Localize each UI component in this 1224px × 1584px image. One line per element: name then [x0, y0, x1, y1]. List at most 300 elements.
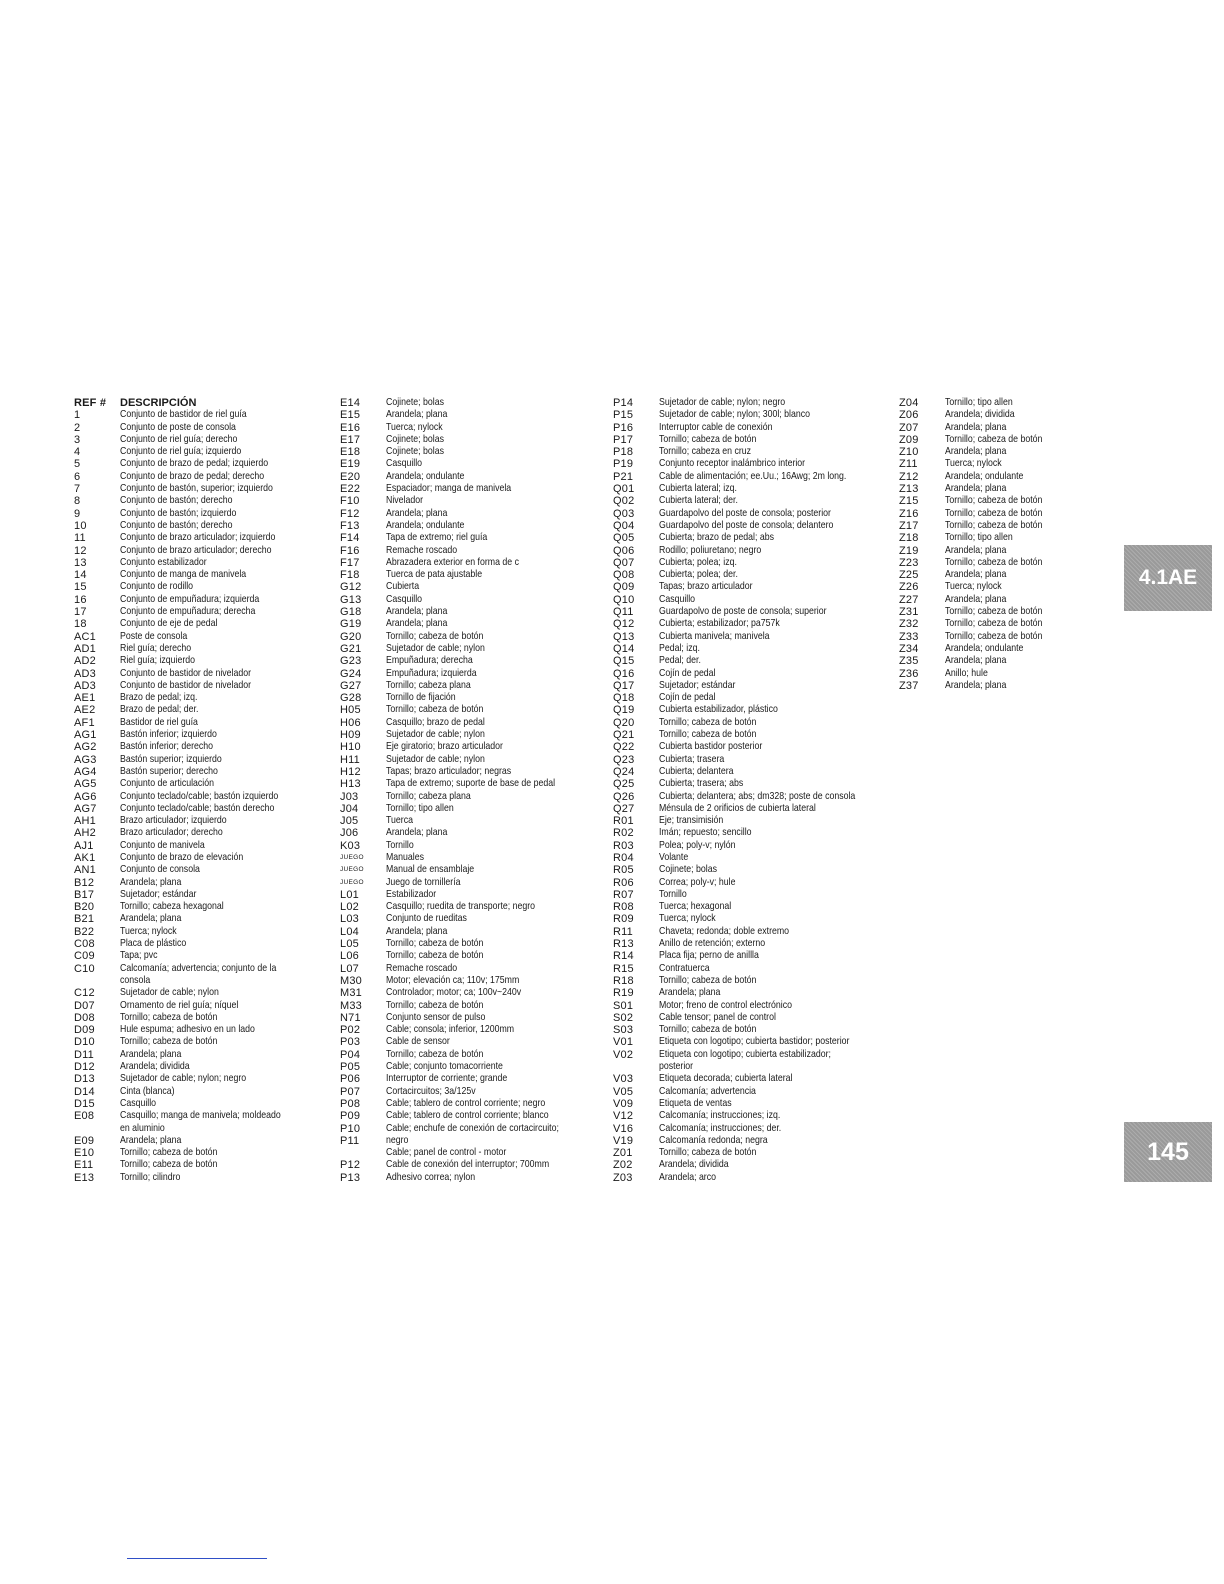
part-ref: AG3	[74, 753, 97, 766]
part-description: Tapa; pvc	[120, 950, 158, 962]
part-description: Motor; elevación ca; 110v; 175mm	[386, 974, 520, 986]
part-ref: Q02	[613, 495, 635, 508]
part-description: Bastón superior; derecho	[120, 765, 218, 777]
part-description: Tuerca; nylock	[120, 925, 177, 937]
part-description: Conjunto de poste de consola	[120, 421, 236, 433]
part-ref: R03	[613, 839, 634, 852]
part-description: Arandela; ondulante	[386, 519, 465, 531]
part-description: Arandela; plana	[659, 987, 721, 999]
part-description: Casquillo; brazo de pedal	[386, 716, 485, 728]
part-description: Tuerca; nylock	[386, 421, 443, 433]
part-description: Eje giratorio; brazo articulador	[386, 741, 503, 753]
part-description: Tapa de extremo; suporte de base de pedal	[386, 778, 556, 790]
part-description: Sujetador; estándar	[120, 888, 197, 900]
part-description: Cojinete; bolas	[659, 864, 717, 876]
part-ref: 7	[74, 483, 81, 496]
part-ref: Z27	[899, 593, 919, 606]
part-ref: Z26	[899, 581, 919, 594]
part-ref: G20	[340, 630, 362, 643]
part-description: Arandela; ondulante	[386, 470, 465, 482]
page-number: 145	[1124, 1122, 1212, 1182]
part-description: Tornillo; cabeza de botón	[386, 999, 484, 1011]
part-description: Cable; tablero de control corriente; negro	[386, 1097, 546, 1109]
part-description: Tornillo; cabeza de botón	[945, 495, 1043, 507]
part-description: Eje; transimisión	[659, 815, 724, 827]
part-description: Cubierta	[386, 581, 420, 593]
part-description: Cable; conjunto tomacorriente	[386, 1061, 503, 1073]
part-description: Cable; consola; inferior, 1200mm	[386, 1024, 515, 1036]
part-ref: Q20	[613, 716, 635, 729]
part-description: Adhesivo correa; nylon	[386, 1171, 476, 1183]
part-description: Cable tensor; panel de control	[659, 1011, 776, 1023]
part-ref: P18	[613, 446, 634, 459]
part-ref: G18	[340, 606, 362, 619]
part-ref: G12	[340, 581, 362, 594]
part-ref: L04	[340, 925, 359, 938]
part-description: Sujetador de cable; nylon	[386, 642, 485, 654]
part-description: Conjunto de manivela	[120, 839, 205, 851]
part-description: Tornillo; cabeza de botón	[120, 1159, 218, 1171]
part-description: Conjunto de bastidor de nivelador	[120, 679, 252, 691]
part-description: Brazo articulador; izquierdo	[120, 815, 227, 827]
part-ref: 15	[74, 581, 87, 594]
part-description: Conjunto teclado/cable; bastón izquierdo	[120, 790, 279, 802]
part-ref: D11	[74, 1048, 94, 1061]
part-ref: 14	[74, 569, 87, 582]
part-ref: AD3	[74, 667, 96, 680]
part-description: Cubierta manivela; manivela	[659, 630, 770, 642]
part-ref: E14	[340, 397, 361, 409]
part-ref: L01	[340, 888, 359, 901]
part-description: Anillo de retención; externo	[659, 938, 766, 950]
part-ref: R05	[613, 864, 634, 877]
part-ref: Q24	[613, 765, 635, 778]
part-description: Cubierta; delantera	[659, 765, 734, 777]
part-description: Tapas; brazo articulador	[659, 581, 753, 593]
part-ref: P05	[340, 1061, 361, 1074]
part-description: Casquillo	[659, 593, 696, 605]
part-ref: H10	[340, 741, 361, 754]
part-description: Espaciador; manga de manivela	[386, 483, 512, 495]
part-description: Tornillo; cabeza plana	[386, 790, 471, 802]
part-description: Cubierta; estabilizador; pa757k	[659, 618, 780, 630]
part-ref: L07	[340, 962, 359, 975]
part-description: Empuñadura; derecha	[386, 655, 473, 667]
part-ref: D10	[74, 1036, 95, 1049]
part-ref: D09	[74, 1024, 95, 1037]
part-ref: R06	[613, 876, 634, 889]
part-description: Arandela; plana	[120, 913, 182, 925]
part-description: Tornillo de fijación	[386, 692, 456, 704]
part-ref: G28	[340, 692, 362, 705]
part-description: Controlador; motor; ca; 100v~240v	[386, 987, 522, 999]
part-description: Tornillo; cabeza de botón	[659, 433, 757, 445]
part-description: Tornillo; cabeza de botón	[386, 630, 484, 642]
part-description: Cojín de pedal	[659, 667, 716, 679]
part-ref: J05	[340, 815, 359, 828]
header-ref: REF #	[74, 397, 107, 409]
part-ref: Q17	[613, 679, 635, 692]
part-ref: P19	[613, 458, 634, 471]
part-description: Tapas; brazo articulador; negras	[386, 765, 512, 777]
part-ref: AD2	[74, 655, 96, 668]
part-ref: E20	[340, 470, 361, 483]
part-description: Tornillo; cabeza plana	[386, 679, 471, 691]
part-description: Conjunto de brazo de pedal; derecho	[120, 470, 265, 482]
part-ref: Z16	[899, 507, 919, 520]
part-ref: G24	[340, 667, 362, 680]
part-ref: Q19	[613, 704, 635, 717]
part-ref: N71	[340, 1011, 361, 1024]
part-ref: 18	[74, 618, 87, 631]
part-ref: M31	[340, 987, 362, 1000]
part-ref: Q22	[613, 741, 635, 754]
part-description: Pedal; izq.	[659, 642, 700, 654]
part-description: Cojín de pedal	[659, 692, 716, 704]
part-ref: AG4	[74, 765, 97, 778]
part-description: Conjunto de empuñadura; derecha	[120, 606, 256, 618]
part-description: Arandela; plana	[386, 507, 448, 519]
part-ref: Q16	[613, 667, 635, 680]
part-ref: 2	[74, 421, 81, 434]
part-ref: R13	[613, 938, 634, 951]
part-ref: 6	[74, 470, 81, 483]
part-ref: Q13	[613, 630, 635, 643]
part-ref: V12	[613, 1110, 634, 1123]
part-ref: P12	[340, 1159, 361, 1172]
part-description: posterior	[659, 1061, 694, 1073]
part-description: Conjunto de riel guía; derecho	[120, 433, 238, 445]
part-ref: D13	[74, 1073, 95, 1086]
part-ref: B21	[74, 913, 95, 926]
part-description: Brazo articulador; derecho	[120, 827, 223, 839]
part-description: Volante	[659, 851, 689, 863]
part-description: Anillo; hule	[945, 667, 988, 679]
part-ref: JUEGO	[340, 853, 364, 861]
part-ref: Z10	[899, 446, 919, 459]
part-ref: L02	[340, 901, 359, 914]
part-ref: Z34	[899, 642, 919, 655]
part-ref: P10	[340, 1122, 361, 1135]
part-ref: Q25	[613, 778, 635, 791]
part-description: Bastón inferior; derecho	[120, 741, 214, 753]
part-description: Tornillo; cabeza hexagonal	[120, 901, 224, 913]
part-ref: H12	[340, 765, 361, 778]
part-ref: G27	[340, 679, 362, 692]
part-ref: P11	[340, 1134, 360, 1147]
part-ref: R09	[613, 913, 634, 926]
part-ref: AG5	[74, 778, 97, 791]
part-ref: 1	[74, 409, 81, 422]
part-ref: V03	[613, 1073, 634, 1086]
part-description: Conjunto de eje de pedal	[120, 618, 218, 630]
part-description: Cubierta; delantera; abs; dm328; poste de consola	[659, 790, 856, 802]
part-description: Tornillo; cabeza de botón	[120, 1036, 218, 1048]
part-description: Cubierta; polea; izq.	[659, 556, 737, 568]
part-description: Cable de alimentación; ee.Uu.; 16Awg; 2m long.	[659, 470, 847, 482]
part-description: Tornillo; cabeza de botón	[945, 433, 1043, 445]
part-description: Cable; tablero de control corriente; blanco	[386, 1110, 549, 1122]
part-description: Casquillo	[120, 1097, 157, 1109]
part-ref: Z13	[899, 483, 919, 496]
part-description: consola	[120, 974, 151, 986]
part-ref: C08	[74, 938, 95, 951]
part-description: Brazo de pedal; der.	[120, 704, 199, 716]
part-description: Arandela; plana	[945, 544, 1007, 556]
part-description: Conjunto de manga de manivela	[120, 569, 247, 581]
part-description: Tuerca; nylock	[659, 913, 716, 925]
part-description: Contratuerca	[659, 962, 710, 974]
part-ref: 16	[74, 593, 87, 606]
part-ref: Z15	[899, 495, 919, 508]
part-ref: 5	[74, 458, 81, 471]
part-ref: 3	[74, 433, 81, 446]
part-ref: G19	[340, 618, 362, 631]
part-ref: AH2	[74, 827, 96, 840]
part-ref: P02	[340, 1024, 361, 1037]
part-description: Calcomanía; instrucciones; izq.	[659, 1110, 781, 1122]
part-description: Conjunto de rodillo	[120, 581, 194, 593]
part-ref: P07	[340, 1085, 361, 1098]
part-ref: G13	[340, 593, 362, 606]
part-description: Tornillo; cabeza de botón	[945, 630, 1043, 642]
part-ref: R07	[613, 888, 634, 901]
part-ref: Z02	[613, 1159, 633, 1172]
part-ref: 10	[74, 519, 87, 532]
part-description: Arandela; plana	[945, 446, 1007, 458]
part-ref: AC1	[74, 630, 96, 643]
part-ref: L05	[340, 938, 359, 951]
part-ref: V05	[613, 1085, 634, 1098]
part-description: Tornillo; cabeza de botón	[945, 606, 1043, 618]
part-ref: F18	[340, 569, 360, 582]
part-ref: D15	[74, 1097, 95, 1110]
part-description: Casquillo; ruedita de transporte; negro	[386, 901, 536, 913]
part-description: Tuerca	[386, 815, 413, 827]
part-description: Manual de ensamblaje	[386, 864, 475, 876]
part-description: Brazo de pedal; izq.	[120, 692, 198, 704]
part-description: Casquillo	[386, 593, 423, 605]
part-ref: V09	[613, 1097, 634, 1110]
part-description: Calcomanía; advertencia; conjunto de la	[120, 962, 277, 974]
part-description: Sujetador de cable; nylon	[386, 753, 485, 765]
part-description: Conjunto de bastidor de nivelador	[120, 667, 252, 679]
part-ref: C09	[74, 950, 95, 963]
part-description: Tornillo; cabeza de botón	[659, 716, 757, 728]
part-description: Cable; enchufe de conexión de cortacircuito;	[386, 1122, 559, 1134]
part-description: Remache roscado	[386, 962, 458, 974]
part-ref: 11	[74, 532, 86, 545]
part-ref: Q12	[613, 618, 635, 631]
part-description: Placa de plástico	[120, 938, 187, 950]
part-description: Tornillo; cabeza en cruz	[659, 446, 752, 458]
part-ref: Q21	[613, 729, 635, 742]
part-ref: S01	[613, 999, 634, 1012]
part-description: Pedal; der.	[659, 655, 701, 667]
part-ref: F17	[340, 556, 360, 569]
part-description: Cubierta; trasera	[659, 753, 725, 765]
part-ref: AN1	[74, 864, 96, 877]
part-description: Poste de consola	[120, 630, 188, 642]
part-ref: F10	[340, 495, 360, 508]
part-description: Arandela; plana	[120, 1134, 182, 1146]
header-description: DESCRIPCIÓN	[120, 397, 197, 409]
part-description: Conjunto sensor de pulso	[386, 1011, 486, 1023]
part-ref: AE2	[74, 704, 96, 717]
part-description: Guardapolvo del poste de consola; delantero	[659, 519, 834, 531]
part-ref: D14	[74, 1085, 95, 1098]
part-description: Arandela; dividida	[120, 1061, 190, 1073]
part-ref: P03	[340, 1036, 361, 1049]
part-ref: Q06	[613, 544, 635, 557]
part-ref: E22	[340, 483, 361, 496]
part-ref: Z18	[899, 532, 919, 545]
part-ref: Q10	[613, 593, 635, 606]
part-ref: J04	[340, 802, 359, 815]
part-description: Tuerca; hexagonal	[659, 901, 732, 913]
part-ref: JUEGO	[340, 878, 364, 886]
part-ref: Q27	[613, 802, 635, 815]
part-description: Arandela; plana	[386, 618, 448, 630]
part-ref: Q05	[613, 532, 635, 545]
part-ref: 9	[74, 507, 81, 520]
part-ref: AF1	[74, 716, 95, 729]
part-description: Bastidor de riel guía	[120, 716, 198, 728]
part-description: Casquillo	[386, 458, 423, 470]
part-ref: E11	[74, 1159, 94, 1172]
part-description: Arandela; dividida	[945, 409, 1015, 421]
part-ref: Q07	[613, 556, 635, 569]
part-description: Arandela; ondulante	[945, 470, 1024, 482]
part-description: Arandela; plana	[945, 483, 1007, 495]
part-description: Chaveta; redonda; doble extremo	[659, 925, 790, 937]
part-description: Conjunto de bastón; izquierdo	[120, 507, 237, 519]
part-description: Cubierta; polea; der.	[659, 569, 738, 581]
part-description: Cojinete; bolas	[386, 446, 444, 458]
part-description: Conjunto estabilizador	[120, 556, 207, 568]
part-ref: V02	[613, 1048, 634, 1061]
part-description: Arandela; plana	[386, 827, 448, 839]
part-description: Arandela; plana	[945, 569, 1007, 581]
part-description: Abrazadera exterior en forma de c	[386, 556, 519, 568]
part-description: Conjunto de consola	[120, 864, 200, 876]
part-ref: 12	[74, 544, 87, 557]
part-ref: P04	[340, 1048, 361, 1061]
part-ref: E10	[74, 1147, 95, 1160]
part-ref: R04	[613, 851, 634, 864]
part-ref: 13	[74, 556, 87, 569]
part-ref: Z36	[899, 667, 919, 680]
part-description: Tornillo; tipo allen	[945, 397, 1013, 408]
part-ref: J03	[340, 790, 359, 803]
part-ref: R08	[613, 901, 634, 914]
part-ref: H09	[340, 729, 361, 742]
part-ref: AD3	[74, 679, 96, 692]
part-ref: M30	[340, 974, 362, 987]
part-description: Arandela; plana	[945, 679, 1007, 691]
part-description: Riel guía; izquierdo	[120, 655, 196, 667]
part-ref: B20	[74, 901, 95, 914]
part-ref: R14	[613, 950, 634, 963]
part-ref: AG1	[74, 729, 97, 742]
part-ref: Q11	[613, 606, 634, 619]
part-description: Cubierta; trasera; abs	[659, 778, 744, 790]
part-ref: R15	[613, 962, 634, 975]
part-description: Tornillo; cabeza de botón	[945, 519, 1043, 531]
part-ref: Q14	[613, 642, 635, 655]
part-description: Conjunto de brazo de elevación	[120, 851, 244, 863]
part-ref: Z31	[899, 606, 919, 619]
part-description: Tornillo; tipo allen	[386, 802, 454, 814]
part-ref: Z01	[613, 1147, 633, 1160]
part-description: Empuñadura; izquierda	[386, 667, 477, 679]
part-description: Ménsula de 2 orificios de cubierta lateral	[659, 802, 816, 814]
part-ref: E13	[74, 1171, 95, 1184]
part-ref: E09	[74, 1134, 95, 1147]
part-ref: H05	[340, 704, 361, 717]
part-ref: S03	[613, 1024, 634, 1037]
part-description: Cable de sensor	[386, 1036, 450, 1048]
part-ref: Z12	[899, 470, 919, 483]
part-ref: E08	[74, 1110, 95, 1123]
part-ref: G23	[340, 655, 362, 668]
part-description: Calcomanía redonda; negra	[659, 1134, 768, 1146]
part-description: Arandela; plana	[945, 655, 1007, 667]
part-ref: M33	[340, 999, 362, 1012]
part-ref: P17	[613, 433, 634, 446]
part-ref: Z06	[899, 409, 919, 422]
part-description: Calcomanía; advertencia	[659, 1085, 756, 1097]
part-ref: P14	[613, 397, 634, 409]
part-description: Cubierta estabilizador, plástico	[659, 704, 778, 716]
part-description: Tornillo; cabeza de botón	[659, 974, 757, 986]
part-description: Etiqueta con logotipo; cubierta estabilizador;	[659, 1048, 831, 1060]
part-description: Sujetador de cable; nylon; 300l; blanco	[659, 409, 810, 421]
part-ref: P13	[340, 1171, 361, 1184]
part-ref: AD1	[74, 642, 96, 655]
part-ref: Z07	[899, 421, 919, 434]
part-description: Arandela; plana	[120, 1048, 182, 1060]
part-ref: F14	[340, 532, 360, 545]
part-description: Interruptor de corriente; grande	[386, 1073, 508, 1085]
part-description: Juego de tornillería	[386, 876, 461, 888]
part-description: Rodillo; poliuretano; negro	[659, 544, 762, 556]
part-description: Cubierta bastidor posterior	[659, 741, 763, 753]
part-description: Arandela; dividida	[659, 1159, 729, 1171]
part-ref: H11	[340, 753, 360, 766]
part-ref: Z23	[899, 556, 919, 569]
part-description: Tornillo; cabeza de botón	[659, 1147, 757, 1159]
part-description: Sujetador de cable; nylon; negro	[120, 1073, 247, 1085]
part-ref: Z03	[613, 1171, 633, 1184]
part-ref: E16	[340, 421, 361, 434]
part-ref: Z33	[899, 630, 919, 643]
part-description: Bastón inferior; izquierdo	[120, 729, 217, 741]
part-description: Conjunto de brazo de pedal; izquierdo	[120, 458, 269, 470]
part-description: Conjunto de empuñadura; izquierda	[120, 593, 260, 605]
part-ref: D07	[74, 999, 95, 1012]
part-ref: V19	[613, 1134, 634, 1147]
part-ref: S02	[613, 1011, 634, 1024]
part-ref: D08	[74, 1011, 95, 1024]
part-description: Cojinete; bolas	[386, 397, 444, 408]
part-ref: Z35	[899, 655, 919, 668]
part-ref: F12	[340, 507, 360, 520]
part-ref: Q23	[613, 753, 635, 766]
part-ref: Z32	[899, 618, 919, 631]
part-ref: F13	[340, 519, 360, 532]
part-description: Arandela; plana	[945, 593, 1007, 605]
